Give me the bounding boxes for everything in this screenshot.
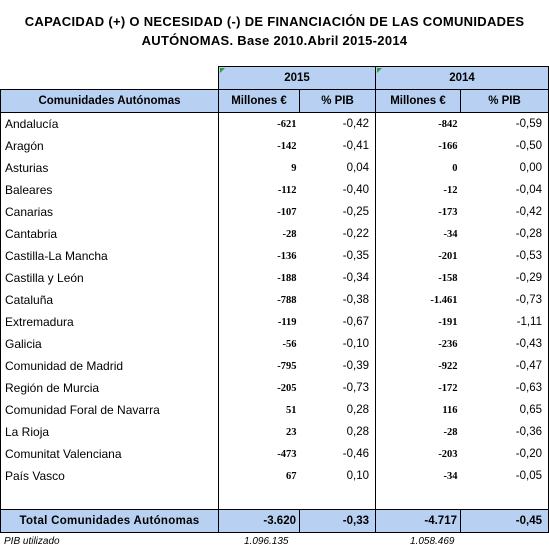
pib-2014: -0,47 <box>461 355 549 377</box>
region-name: Comunidad de Madrid <box>1 355 219 377</box>
millones-2014: -236 <box>438 338 458 350</box>
total-millones-2014: -4.717 <box>376 510 461 533</box>
millones-2015: -205 <box>277 382 297 394</box>
pib-2015: -0,41 <box>300 135 376 157</box>
millones-2014: -842 <box>438 118 458 130</box>
pib-2015: 0,28 <box>300 399 376 421</box>
column-header-pib-2015: % PIB <box>300 90 376 113</box>
region-name: Castilla y León <box>1 267 219 289</box>
total-row <box>1 510 549 533</box>
pib-2014: 0,65 <box>461 399 549 421</box>
column-header-row <box>1 90 549 113</box>
millones-2014: 116 <box>442 404 458 416</box>
millones-2015: -28 <box>282 228 297 240</box>
table-row <box>1 201 549 223</box>
region-name: Cantabria <box>1 223 219 245</box>
financing-table <box>0 66 549 533</box>
millones-2014: -1.461 <box>430 294 458 306</box>
millones-2014: -203 <box>438 448 458 460</box>
millones-2015: 23 <box>286 426 297 438</box>
region-name: Aragón <box>1 135 219 157</box>
region-name: País Vasco <box>1 465 219 487</box>
total-pib-2015: -0,33 <box>300 510 376 533</box>
total-millones-2015: -3.620 <box>219 510 300 533</box>
footer-pib-2014: 1.058.469 <box>410 536 455 547</box>
pib-2014: -0,28 <box>461 223 549 245</box>
table-row <box>1 443 549 465</box>
pib-2014: -0,20 <box>461 443 549 465</box>
region-name: Cataluña <box>1 289 219 311</box>
pib-2014: -0,59 <box>461 113 549 136</box>
region-name: Región de Murcia <box>1 377 219 399</box>
pib-2015: 0,04 <box>300 157 376 179</box>
table-title-line-1: CAPACIDAD (+) O NECESIDAD (-) DE FINANCIACIÓN DE LAS COMUNIDADES <box>24 14 525 29</box>
pib-2015: -0,10 <box>300 333 376 355</box>
table-row <box>1 377 549 399</box>
table-row <box>1 421 549 443</box>
pib-2015: -0,46 <box>300 443 376 465</box>
region-name: Galicia <box>1 333 219 355</box>
millones-2014: -12 <box>443 184 458 196</box>
cell-marker-icon <box>377 68 382 73</box>
region-name: Castilla-La Mancha <box>1 245 219 267</box>
pib-2014: -0,63 <box>461 377 549 399</box>
millones-2015: -107 <box>277 206 297 218</box>
table-row <box>1 179 549 201</box>
pib-2015: -0,34 <box>300 267 376 289</box>
millones-2014: -28 <box>443 426 458 438</box>
table-row <box>1 113 549 136</box>
millones-2014: -173 <box>438 206 458 218</box>
year-header-2015: 2015 <box>219 67 376 90</box>
table-row <box>1 355 549 377</box>
millones-2015: -56 <box>282 338 297 350</box>
table-row <box>1 465 549 487</box>
millones-2014: -172 <box>438 382 458 394</box>
pib-2015: 0,28 <box>300 421 376 443</box>
pib-2014: -0,43 <box>461 333 549 355</box>
pib-2015: -0,38 <box>300 289 376 311</box>
millones-2014: -922 <box>438 360 458 372</box>
total-label: Total Comunidades Autónomas <box>1 510 219 533</box>
footer-pib-2015: 1.096.135 <box>244 536 289 547</box>
region-name: Comunidad Foral de Navarra <box>1 399 219 421</box>
pib-2014: -0,73 <box>461 289 549 311</box>
region-name: Comunitat Valenciana <box>1 443 219 465</box>
pib-2015: -0,39 <box>300 355 376 377</box>
pib-2015: -0,42 <box>300 113 376 136</box>
pib-2014: -1,11 <box>461 311 549 333</box>
region-name: La Rioja <box>1 421 219 443</box>
millones-2015: -136 <box>277 250 297 262</box>
region-name: Baleares <box>1 179 219 201</box>
pib-2014: -0,36 <box>461 421 549 443</box>
table-row <box>1 289 549 311</box>
pib-2015: -0,25 <box>300 201 376 223</box>
millones-2015: 9 <box>291 162 297 174</box>
pib-2014: -0,50 <box>461 135 549 157</box>
millones-2015: 51 <box>286 404 297 416</box>
pib-2015: -0,67 <box>300 311 376 333</box>
column-header-pib-2014: % PIB <box>461 90 549 113</box>
total-pib-2014: -0,45 <box>461 510 549 533</box>
table-row <box>1 245 549 267</box>
millones-2014: -191 <box>438 316 458 328</box>
year-header-2014: 2014 <box>376 67 549 90</box>
table-row <box>1 135 549 157</box>
millones-2014: -158 <box>438 272 458 284</box>
table-row <box>1 157 549 179</box>
millones-2015: -621 <box>277 118 297 130</box>
millones-2015: -795 <box>277 360 297 372</box>
millones-2014: -166 <box>438 140 458 152</box>
region-name: Extremadura <box>1 311 219 333</box>
pib-2014: -0,53 <box>461 245 549 267</box>
millones-2014: 0 <box>452 162 458 174</box>
millones-2014: -34 <box>443 228 458 240</box>
millones-2015: 67 <box>286 470 297 482</box>
pib-2015: -0,40 <box>300 179 376 201</box>
millones-2015: -788 <box>277 294 297 306</box>
pib-2015: -0,22 <box>300 223 376 245</box>
table-row <box>1 267 549 289</box>
column-header-millones-2014: Millones € <box>376 90 461 113</box>
millones-2015: -188 <box>277 272 297 284</box>
pib-2014: -0,05 <box>461 465 549 487</box>
pib-2014: -0,29 <box>461 267 549 289</box>
table-title-line-2: AUTÓNOMAS. Base 2010.Abril 2015-2014 <box>141 33 408 48</box>
millones-2015: -473 <box>277 448 297 460</box>
pib-2015: -0,73 <box>300 377 376 399</box>
millones-2014: -201 <box>438 250 458 262</box>
table-row <box>1 333 549 355</box>
millones-2015: -112 <box>277 184 297 196</box>
year-header-row <box>1 67 549 90</box>
table-row <box>1 311 549 333</box>
pib-2015: -0,35 <box>300 245 376 267</box>
millones-2015: -119 <box>277 316 297 328</box>
spacer-row <box>1 487 549 510</box>
millones-2014: -34 <box>443 470 458 482</box>
table-row <box>1 399 549 421</box>
region-name: Asturias <box>1 157 219 179</box>
region-name: Andalucía <box>1 113 219 136</box>
column-header-region: Comunidades Autónomas <box>1 90 219 113</box>
pib-2015: 0,10 <box>300 465 376 487</box>
millones-2015: -142 <box>277 140 297 152</box>
cell-marker-icon <box>220 68 225 73</box>
column-header-millones-2015: Millones € <box>219 90 300 113</box>
pib-2014: -0,42 <box>461 201 549 223</box>
footer-pib-label: PIB utilizado <box>4 536 60 547</box>
region-name: Canarias <box>1 201 219 223</box>
pib-2014: -0,04 <box>461 179 549 201</box>
pib-2014: 0,00 <box>461 157 549 179</box>
table-row <box>1 223 549 245</box>
